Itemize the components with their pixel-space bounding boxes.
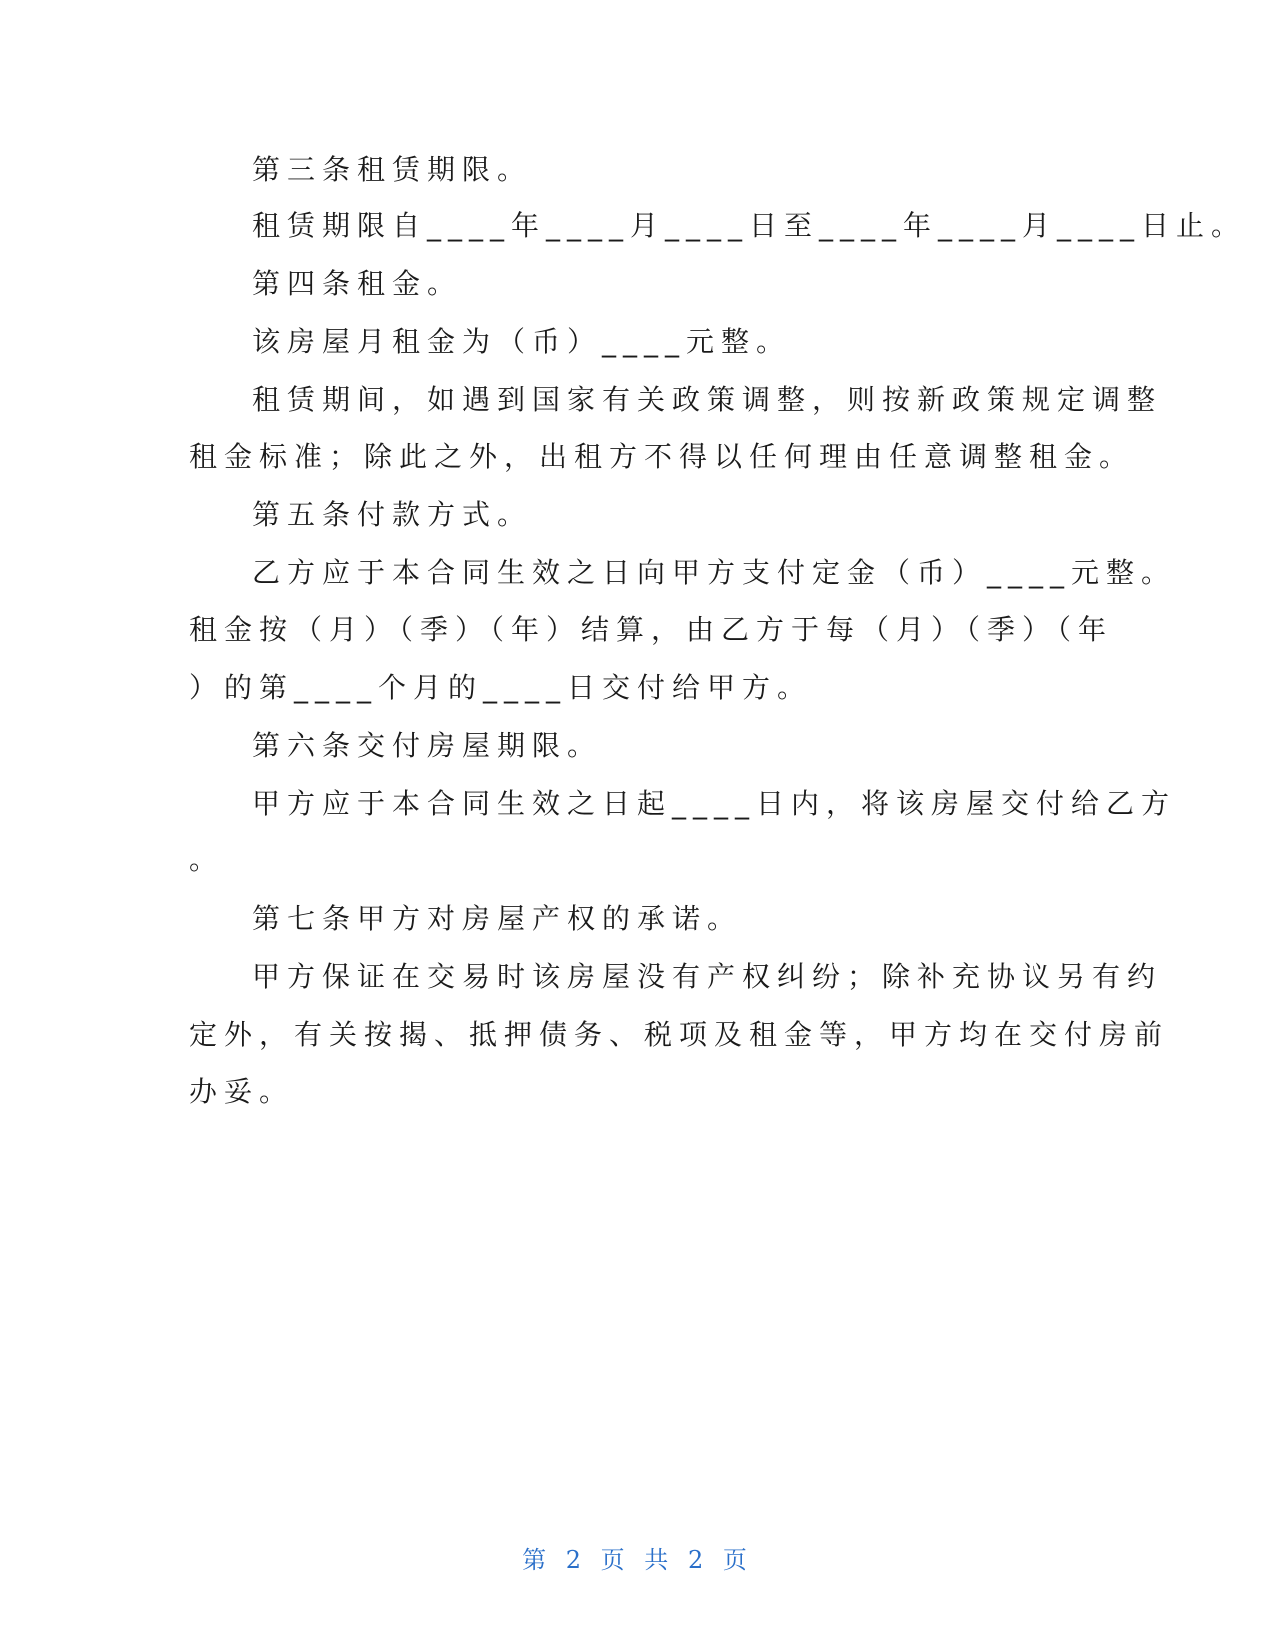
article-5-heading: 第五条付款方式。 [252, 498, 533, 531]
deposit-text: 乙方应于本合同生效之日向甲方支付定金（币）____元整。 [252, 556, 1177, 589]
article-3-heading: 第三条租赁期限。 [252, 153, 533, 186]
rent-adjustment-text-line-1: 租赁期间，如遇到国家有关政策调整，则按新政策规定调整 [252, 383, 1163, 416]
payment-schedule-text-line-2: ）的第____个月的____日交付给甲方。 [189, 671, 813, 704]
ownership-promise-text-line-2: 定外，有关按揭、抵押债务、税项及租金等，甲方均在交付房前 [189, 1018, 1170, 1051]
delivery-term-text-line-1: 甲方应于本合同生效之日起____日内，将该房屋交付给乙方 [252, 787, 1177, 820]
article-4-heading: 第四条租金。 [252, 267, 463, 300]
payment-schedule-text-line-1: 租金按（月）（季）（年）结算，由乙方于每（月）（季）（年 [189, 613, 1114, 646]
page-number-footer: 第 2 页 共 2 页 [522, 1546, 753, 1574]
monthly-rent-text: 该房屋月租金为（币）____元整。 [252, 325, 792, 358]
rent-adjustment-text-line-2: 租金标准；除此之外，出租方不得以任何理由任意调整租金。 [189, 440, 1135, 473]
article-7-heading: 第七条甲方对房屋产权的承诺。 [252, 902, 743, 935]
ownership-promise-text-line-3: 办妥。 [189, 1075, 295, 1108]
lease-term-text: 租赁期限自____年____月____日至____年____月____日止。 [252, 209, 1247, 242]
ownership-promise-text-line-1: 甲方保证在交易时该房屋没有产权纠纷；除补充协议另有约 [252, 960, 1163, 993]
delivery-term-text-line-2: 。 [189, 843, 225, 876]
article-6-heading: 第六条交付房屋期限。 [252, 729, 603, 762]
